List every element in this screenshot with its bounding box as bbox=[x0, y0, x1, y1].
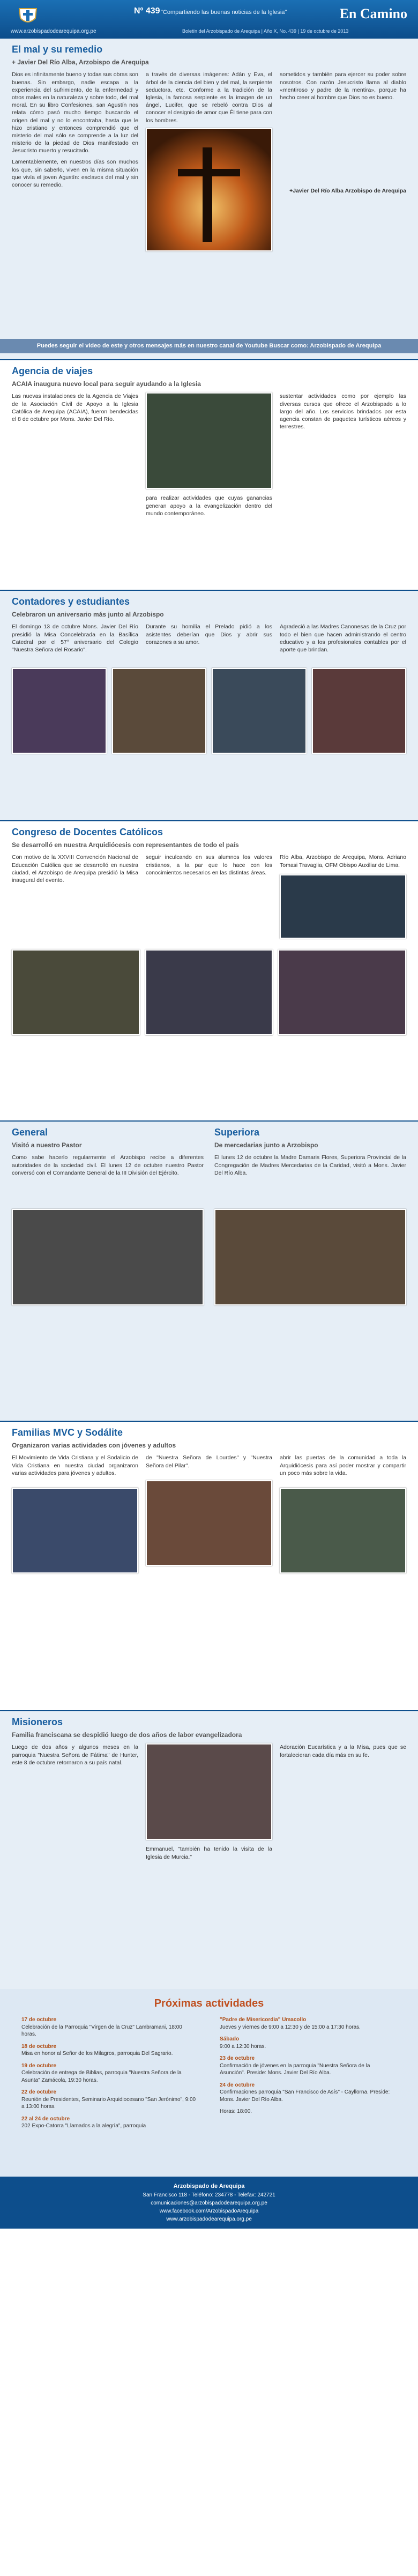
activity-text: Jueves y viernes de 9:00 a 12:30 y de 15:00 a 17:30 horas. bbox=[220, 2024, 361, 2030]
paragraph: a través de diversas imágenes: Adán y Eva, el árbol de la ciencia del bien y del mal, la serpiente seductora, etc. Conforme a la tradición de la Iglesia, la famosa serpiente es la imagen de un ángel, Lucifer, que se rebeló contra Dios al conocer el designio de amor que Él tiene para con los hombres. bbox=[146, 71, 272, 124]
article-column bbox=[280, 392, 406, 521]
section-title: El mal y su remedio bbox=[12, 44, 103, 55]
section-title: Congreso de Docentes Católicos bbox=[12, 827, 163, 837]
activity-item bbox=[220, 2055, 397, 2077]
activity-date: 17 de octubre bbox=[21, 2017, 57, 2023]
activity-text: Reunión de Presidentes, Seminario Arquidiocesano "San Jerónimo", 9:00 a 13:00 horas. bbox=[21, 2096, 196, 2110]
section-author: + Javier Del Río Alba, Arzobispo de Arequipa bbox=[12, 58, 149, 66]
event-photo bbox=[12, 949, 140, 1035]
section-misioneros bbox=[0, 1710, 418, 1989]
activity-text: Horas: 18:00. bbox=[220, 2109, 252, 2114]
paragraph: Lamentablemente, en nuestros días son muchos los que, sin saberlo, viven en la misma situación que vivía el joven Agustín: esclavos del mal y sin conocer su remedio. bbox=[12, 159, 138, 188]
activity-text: Confirmaciones parroquia "San Francisco de Asís" - Cayllorna. Preside: Mons. Javier Del Río Alba. bbox=[220, 2089, 390, 2103]
activities-left bbox=[21, 2016, 198, 2135]
article-column bbox=[146, 71, 272, 339]
activity-date: Sábado bbox=[220, 2036, 240, 2042]
event-photo bbox=[12, 668, 107, 754]
section-subtitle: Organizaron varias actividades con jóvenes y adultos bbox=[12, 1442, 176, 1450]
activity-date: 18 de octubre bbox=[21, 2043, 57, 2050]
paragraph: El domingo 13 de octubre Mons. Javier Del Río presidió la Misa Concelebrada en la Basílica Catedral por el 57° aniversario del Colegio "Nuestra Señora del Rosario". bbox=[12, 623, 138, 653]
article-column bbox=[146, 853, 272, 938]
footer bbox=[0, 2177, 418, 2229]
activity-item bbox=[21, 2089, 198, 2111]
paragraph: seguir inculcando en sus alumnos los valores cristianos, a la par que lo hace con los conocimientos necesarios en las distintas áreas. bbox=[146, 854, 272, 876]
event-photo bbox=[145, 949, 273, 1035]
paragraph: Con motivo de la XXVIII Convención Nacional de Educación Católica que se desarrolló en nuestra ciudad, el Arzobispo de Arequipa presidió la Misa inaugural del evento. bbox=[12, 854, 138, 884]
activity-date: 22 al 24 de octubre bbox=[21, 2115, 70, 2122]
activity-date: 23 de octubre bbox=[220, 2055, 255, 2061]
archdiocese-coat-of-arms bbox=[16, 3, 40, 27]
event-photo bbox=[212, 668, 307, 754]
article-column bbox=[280, 1454, 406, 1573]
activity-date: 24 de octubre bbox=[220, 2082, 255, 2088]
event-photo bbox=[146, 1480, 272, 1566]
activity-text: Celebración de la Parroquia "Virgen de la Cruz" Lambramani, 18:00 horas. bbox=[21, 2024, 182, 2037]
paragraph: de "Nuestra Señora de Lourdes" y "Nuestra Señora del Pilar". bbox=[146, 1454, 272, 1469]
activity-text: Celebración de entrega de Biblias, parroquia "Nuestra Señora de la Asunta" Zamácola, 19:30 horas. bbox=[21, 2070, 182, 2083]
section-title: General bbox=[12, 1127, 48, 1138]
paragraph: Como sabe hacerlo regularmente el Arzobispo recibe a diferentes autoridades de la sociedad civil. El lunes 12 de octubre nuestro Pastor conversó con el Comandante General de la III División del Ejército. bbox=[12, 1154, 204, 1176]
paragraph: Adoración Eucarística y a la Misa, pues que se fortalecieran cada día más en su fe. bbox=[280, 1744, 406, 1758]
footer-facebook[interactable]: www.facebook.com/ArzobispadoArequipa bbox=[159, 2208, 259, 2214]
activities-title: Próximas actividades bbox=[154, 1998, 264, 2009]
activity-item bbox=[21, 2016, 198, 2038]
activities-right bbox=[220, 2016, 397, 2135]
paragraph: Río Alba, Arzobispo de Arequipa, Mons. Adriano Tomasi Travaglia, OFM Obispo Auxiliar de Lima. bbox=[280, 854, 406, 868]
cross-sunset-photo bbox=[146, 128, 272, 251]
article-column bbox=[280, 623, 406, 657]
issue-number: Nº 439 bbox=[134, 6, 160, 16]
paragraph: Luego de dos años y algunos meses en la parroquia "Nuestra Señora de Fátima" de Hunter, este 8 de octubre retornaron a su país natal. bbox=[12, 1744, 138, 1766]
missionary-photo bbox=[146, 1743, 272, 1840]
visit-photo bbox=[214, 1209, 406, 1305]
section-title: Misioneros bbox=[12, 1717, 63, 1727]
article-column bbox=[146, 1743, 272, 1864]
event-photo bbox=[278, 949, 406, 1035]
tagline: "Compartiendo las buenas noticias de la Iglesia" bbox=[161, 9, 287, 16]
section-subtitle: Familia franciscana se despidió luego de dos años de labor evangelizadora bbox=[12, 1731, 242, 1739]
activity-text: 202 Expo-Catorra "Llamados a la alegría", parroquia bbox=[21, 2123, 146, 2129]
article-column bbox=[146, 1454, 272, 1573]
paragraph: Las nuevas instalaciones de la Agencia de Viajes de la Asociación Civil de Apoyo a la Iglesia Católica de Arequipa (ACAIA), fueron bendecidas el 8 de octubre por Mons. Javier Del Río. bbox=[12, 393, 138, 422]
paragraph: abrir las puertas de la comunidad a toda la Arquidiócesis para así poder mostrar y compartir un poco más sobre la vida. bbox=[280, 1454, 406, 1476]
header bbox=[0, 0, 418, 38]
activity-date: 19 de octubre bbox=[21, 2062, 57, 2069]
visit-photo bbox=[12, 1209, 204, 1305]
event-photo bbox=[112, 668, 207, 754]
activity-date: 22 de octubre bbox=[21, 2089, 57, 2095]
inauguration-photo bbox=[146, 392, 272, 489]
superiora-block bbox=[214, 1126, 406, 1305]
section-general-superiora bbox=[0, 1120, 418, 1421]
article-column bbox=[12, 623, 138, 657]
paragraph: para realizar actividades que cuyas ganancias generan apoyo a la evangelización dentro del mundo contemporáneo. bbox=[146, 495, 272, 517]
congress-photo bbox=[280, 874, 406, 939]
article-column bbox=[12, 853, 138, 938]
footer-address: San Francisco 118 - Teléfono: 234778 - Telefax: 242721 bbox=[143, 2192, 275, 2198]
activity-text: Misa en honor al Señor de los Milagros, parroquia Del Sagrario. bbox=[21, 2051, 173, 2057]
section-familias bbox=[0, 1421, 418, 1710]
article-column bbox=[146, 392, 272, 521]
section-el-mal bbox=[0, 38, 418, 359]
event-photo bbox=[12, 1488, 138, 1573]
section-title: Familias MVC y Sodálite bbox=[12, 1427, 123, 1438]
activity-item bbox=[21, 2062, 198, 2084]
article-column bbox=[146, 623, 272, 657]
section-contadores bbox=[0, 590, 418, 820]
article-column bbox=[12, 392, 138, 521]
event-photo bbox=[280, 1488, 406, 1573]
paragraph: sometidos y también para ejercer su poder sobre nosotros. Con razón Jesucristo llama al diablo «mentiroso y padre de la mentira», porque ha hecho creer al hombre que Dios no es bueno. bbox=[280, 71, 406, 101]
section-subtitle: Se desarrolló en nuestra Arquidiócesis con representantes de todo el país bbox=[12, 841, 239, 849]
activity-text: Confirmación de jóvenes en la parroquia "Nuestra Señora de la Asunción". Preside: Mons. Javier Del Río Alba. bbox=[220, 2062, 370, 2076]
section-subtitle: De mercedarias junto a Arzobispo bbox=[214, 1141, 318, 1149]
footer-website[interactable]: www.arzobispadodearequipa.org.pe bbox=[166, 2216, 252, 2222]
section-title: Contadores y estudiantes bbox=[12, 596, 130, 607]
section-subtitle: ACAIA inaugura nuevo local para seguir ayudando a la Iglesia bbox=[12, 380, 201, 388]
paragraph: El lunes 12 de octubre la Madre Damaris Flores, Superiora Provincial de la Congregación de Madres Mercedarias de la Caridad, visitó a Mons. Javier Del Río Alba. bbox=[214, 1154, 406, 1176]
footer-org: Arzobispado de Arequipa bbox=[173, 2183, 245, 2189]
paragraph: Durante su homilía el Prelado pidió a los asistentes deberían que Dios y abrir sus corazones a su amor. bbox=[146, 623, 272, 645]
activity-item bbox=[21, 2043, 198, 2058]
brand-title: En Camino bbox=[339, 6, 407, 21]
section-agencia bbox=[0, 359, 418, 590]
event-photo bbox=[312, 668, 407, 754]
article-column bbox=[12, 1454, 138, 1573]
article-column bbox=[280, 1743, 406, 1864]
paragraph: Agradeció a las Madres Canonesas de la Cruz por todo el bien que hacen administrando el centro educativo y a los profesionales contables por el aporte que brindan. bbox=[280, 623, 406, 653]
signature: +Javier Del Río Alba Arzobispo de Arequipa bbox=[289, 188, 406, 195]
general-block bbox=[12, 1126, 204, 1305]
section-congreso bbox=[0, 820, 418, 1120]
section-title: Agencia de viajes bbox=[12, 366, 93, 376]
article-column bbox=[12, 1743, 138, 1864]
issue-info: Boletín del Arzobispado de Arequipa | Año X, No. 439 | 19 de octubre de 2013 bbox=[182, 28, 349, 34]
activity-item bbox=[220, 2016, 397, 2031]
activity-date: "Padre de Misericordia" Umacollo bbox=[220, 2017, 307, 2023]
youtube-bar[interactable]: Puedes seguir el video de este y otros mensajes más en nuestro canal de Youtube Buscar como: Arzobispado de Arequipa bbox=[0, 339, 418, 353]
activity-item bbox=[220, 2108, 397, 2115]
article-column bbox=[280, 71, 406, 339]
paragraph: El Movimiento de Vida Cristiana y el Sodalicio de Vida Cristiana en nuestra ciudad organizaron varias actividades para jóvenes y adultos. bbox=[12, 1454, 138, 1476]
section-subtitle: Celebraron un aniversario más junto al Arzobispo bbox=[12, 611, 164, 619]
upcoming-activities bbox=[0, 1989, 418, 2177]
article-column bbox=[12, 71, 138, 339]
section-title: Superiora bbox=[214, 1127, 260, 1138]
activity-item bbox=[220, 2082, 397, 2104]
website-url[interactable]: www.arzobispadodearequipa.org.pe bbox=[11, 28, 96, 34]
paragraph: Dios es infinitamente bueno y todas sus obras son buenas. Sin embargo, nadie escapa a la experiencia del sufrimiento, de la enfermedad y otros males en la naturaleza y sobre todo, del mal moral. En su libro Confesiones, san Agustín nos relata cómo pasó mucho tiempo buscando el origen del mal y no lo encontraba, hasta que le hizo cristiano y entonces comprendió que el misterio del mal sólo se comprende a la luz del misterio de la piedad de Dios manifestado en Jesucristo muerto y resucitado. bbox=[12, 71, 138, 154]
section-subtitle: Visitó a nuestro Pastor bbox=[12, 1141, 82, 1149]
paragraph: Emmanuel, "también ha tenido la visita de la Iglesia de Murcia." bbox=[146, 1846, 272, 1860]
activity-item bbox=[21, 2115, 198, 2130]
activity-text: 9:00 a 12:30 horas. bbox=[220, 2043, 266, 2050]
paragraph: sustentar actividades como por ejemplo las diversas cursos que ofrece el Arzobispado a lo largo del año. Los servicios brindados por esta agencia constan de paquetes turísticos aéreos y terrestres. bbox=[280, 393, 406, 430]
activity-item bbox=[220, 2036, 397, 2050]
footer-email[interactable]: comunicaciones@arzobispadodearequipa.org.pe bbox=[151, 2200, 267, 2206]
article-column bbox=[280, 853, 406, 938]
